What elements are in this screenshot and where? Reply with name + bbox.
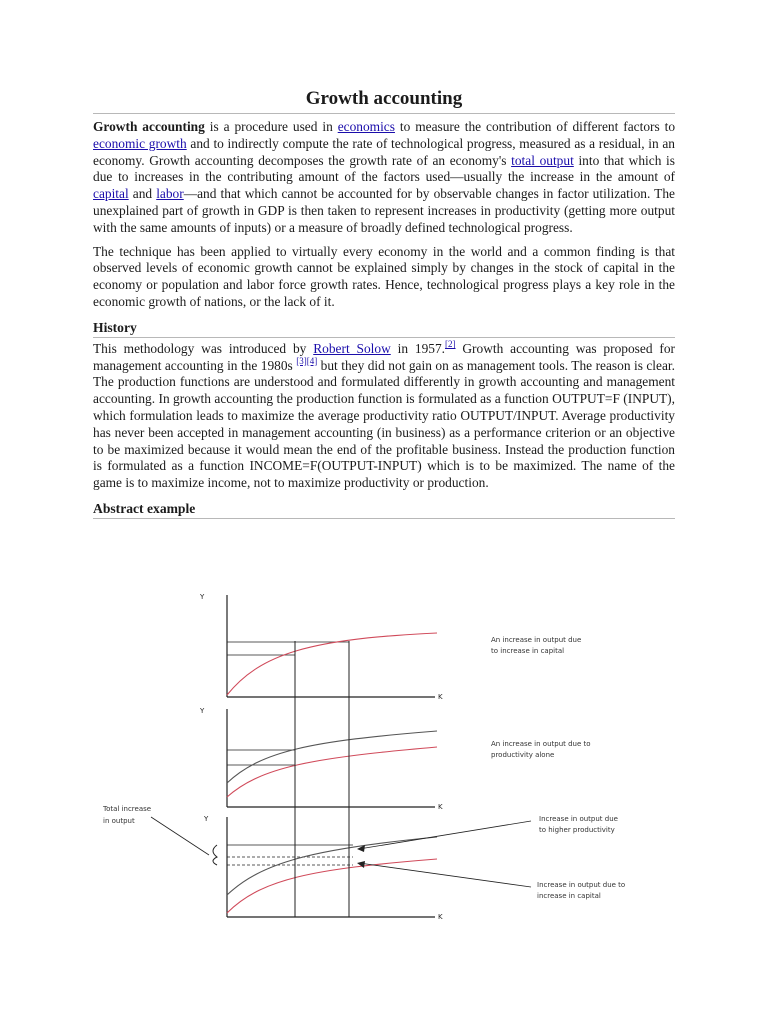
paragraph-2: The technique has been applied to virtually every economy in the world and a common finding is that observed levels of economic growth cannot be explained simply by changes in the stock of capital in the economy or population and labor force growth rates. Hence, technological progress plays a key role in the economic growth of nations, or the lack of it.: [93, 243, 675, 309]
history-paragraph: [93, 338, 675, 492]
link-total-output[interactable]: total output: [511, 152, 574, 168]
capital-annotation-line2: increase in capital: [537, 892, 601, 900]
panel1-annotation-line1: An increase in output due: [491, 636, 582, 644]
text-run: and to indirectly compute the rate of technological progress, measured as a residual, in an economy. Growth accounting decomposes the growth rate of an economy's: [93, 135, 676, 168]
link-capital[interactable]: capital: [93, 186, 129, 202]
panel3-y-label: Y: [204, 815, 209, 823]
panel1-annotation-line2: to increase in capital: [491, 647, 565, 655]
text-run: Growth accounting was proposed for management accounting in the 1980s: [93, 340, 675, 373]
text-run: but they did not gain on as management tools. The reason is clear. The production functions are understood and formulated differently in growth accounting and management accounting. In growth accounting the production function is formulated as a function OUTPUT=F (INPUT), which formulation leads to maximize the average productivity ratio OUTPUT/INPUT. Average productivity has never been accepted in management accounting (in business) as a performance criterion or an objective to be maximized because it would mean the end of the profitable business. Instead the production function is formulated as a function INCOME=F(OUTPUT-INPUT) which is to be maximized. The name of the game is to maximize income, not to maximize productivity or production.: [93, 357, 675, 491]
capital-annotation-line1: Increase in output due to: [537, 881, 626, 889]
text-run: and: [128, 186, 157, 202]
link-economic-growth[interactable]: economic growth: [93, 135, 187, 151]
productivity-annotation-line2: to higher productivity: [539, 826, 615, 834]
text-run: in 1957.: [390, 340, 446, 356]
article: [93, 86, 675, 519]
section-heading-history: History: [93, 319, 675, 338]
text-run: is a procedure used in: [204, 119, 338, 134]
section-heading-abstract-example: Abstract example: [93, 500, 675, 519]
link-robert-solow[interactable]: Robert Solow: [313, 340, 391, 356]
abstract-example-figure: [91, 583, 678, 937]
text-run: —and that which cannot be accounted for by observable changes in factor utilization. The unexplained part of growth in GDP is then taken to represent increases in productivity (getting more output with the same amounts of inputs) or a measure of broadly defined technological progress.: [93, 186, 675, 235]
page-title: Growth accounting: [93, 86, 675, 114]
link-labor[interactable]: labor: [156, 186, 184, 202]
text-run: into that which is due to increases in the contributing amount of the factors used—usually the increase in the amount of: [93, 152, 675, 185]
panel2-x-label: K: [438, 803, 443, 811]
panel2-annotation-line2: productivity alone: [491, 751, 555, 759]
intro-paragraph: [93, 119, 675, 237]
text-run: to measure the contribution of different factors to: [394, 119, 676, 134]
panel1-x-label: K: [438, 693, 443, 701]
citation-3-4[interactable]: [3][4]: [296, 355, 318, 366]
left-annotation-line1: Total increase: [103, 805, 152, 813]
panel1-y-label: Y: [200, 593, 205, 601]
text-run: This methodology was introduced by: [93, 340, 314, 356]
productivity-annotation-line1: Increase in output due: [539, 815, 618, 823]
panel3-x-label: K: [438, 913, 443, 921]
citation-2[interactable]: [2]: [445, 338, 456, 349]
panel2-y-label: Y: [200, 707, 205, 715]
term-bold: Growth accounting: [93, 119, 205, 134]
left-annotation-line2: in output: [103, 817, 135, 825]
link-economics[interactable]: economics: [337, 119, 395, 134]
panel2-annotation-line1: An increase in output due to: [491, 740, 591, 748]
growth-diagram: [91, 583, 678, 937]
